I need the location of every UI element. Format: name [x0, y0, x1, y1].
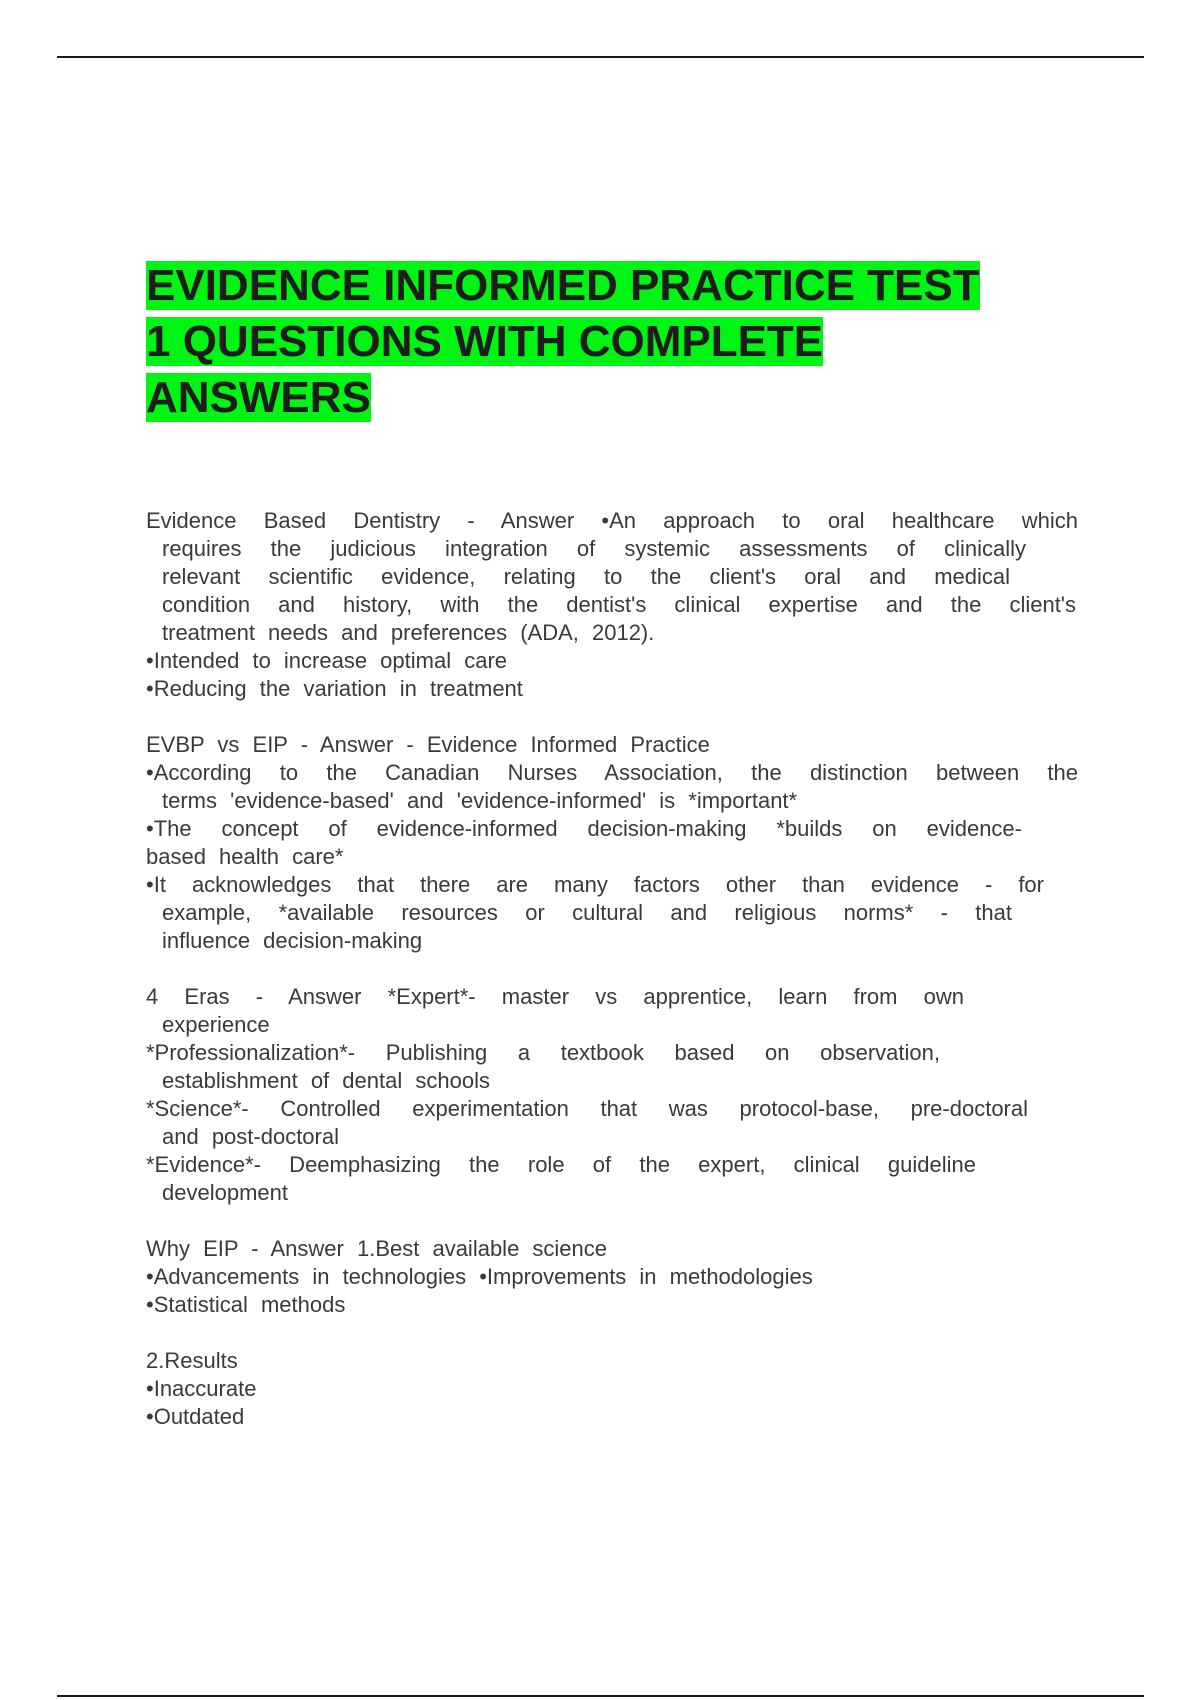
text-line: •The concept of evidence-informed decision-making *builds on evidence-: [146, 816, 1022, 841]
text-line: *Evidence*- Deemphasizing the role of the expert, clinical guideline: [146, 1152, 976, 1177]
entry-evbp-vs-eip: [146, 731, 1078, 955]
text-line: and post-doctoral: [162, 1124, 339, 1149]
text-line: 4 Eras - Answer *Expert*- master vs apprentice, learn from own: [146, 984, 964, 1009]
text-line: *Professionalization*- Publishing a textbook based on observation,: [146, 1040, 940, 1065]
text-line: requires the judicious integration of systemic assessments of clinically: [162, 536, 1026, 561]
text-line: experience: [162, 1012, 270, 1037]
text-line: development: [162, 1180, 288, 1205]
text-line: establishment of dental schools: [162, 1068, 490, 1093]
text-line: •Reducing the variation in treatment: [146, 676, 523, 701]
title-line: ANSWERS: [146, 373, 371, 422]
text-line: condition and history, with the dentist's clinical expertise and the client's: [162, 592, 1076, 617]
text-line: based health care*: [146, 844, 344, 869]
text-line: •Statistical methods: [146, 1292, 346, 1317]
entry-why-eip: [146, 1235, 1078, 1319]
text-line: *Science*- Controlled experimentation that was protocol-base, pre-doctoral: [146, 1096, 1028, 1121]
document-title: [146, 258, 1106, 426]
entry-evidence-based-dentistry: [146, 507, 1078, 703]
text-line: Why EIP - Answer 1.Best available science: [146, 1236, 608, 1261]
text-line: Evidence Based Dentistry - Answer •An approach to oral healthcare which: [146, 508, 1078, 533]
bottom-rule: [57, 1695, 1144, 1697]
top-rule: [57, 56, 1144, 58]
text-line: influence decision-making: [162, 928, 423, 953]
text-line: terms 'evidence-based' and 'evidence-informed' is *important*: [162, 788, 798, 813]
text-line: •According to the Canadian Nurses Association, the distinction between the: [146, 760, 1078, 785]
text-line: treatment needs and preferences (ADA, 2012).: [162, 620, 655, 645]
text-line: •Inaccurate: [146, 1376, 257, 1401]
text-line: relevant scientific evidence, relating to the client's oral and medical: [162, 564, 1010, 589]
text-line: •Intended to increase optimal care: [146, 648, 508, 673]
title-line: 1 QUESTIONS WITH COMPLETE: [146, 317, 824, 366]
text-line: example, *available resources or cultural and religious norms* - that: [162, 900, 1012, 925]
text-line: •It acknowledges that there are many factors other than evidence - for: [146, 872, 1044, 897]
entry-results: [146, 1347, 1078, 1431]
text-line: •Advancements in technologies •Improvements in methodologies: [146, 1264, 813, 1289]
document-body: [146, 507, 1078, 1459]
text-line: •Outdated: [146, 1404, 245, 1429]
entry-4-eras: [146, 983, 1078, 1207]
title-line: EVIDENCE INFORMED PRACTICE TEST: [146, 261, 980, 310]
text-line: EVBP vs EIP - Answer - Evidence Informed Practice: [146, 732, 710, 757]
text-line: 2.Results: [146, 1348, 238, 1373]
